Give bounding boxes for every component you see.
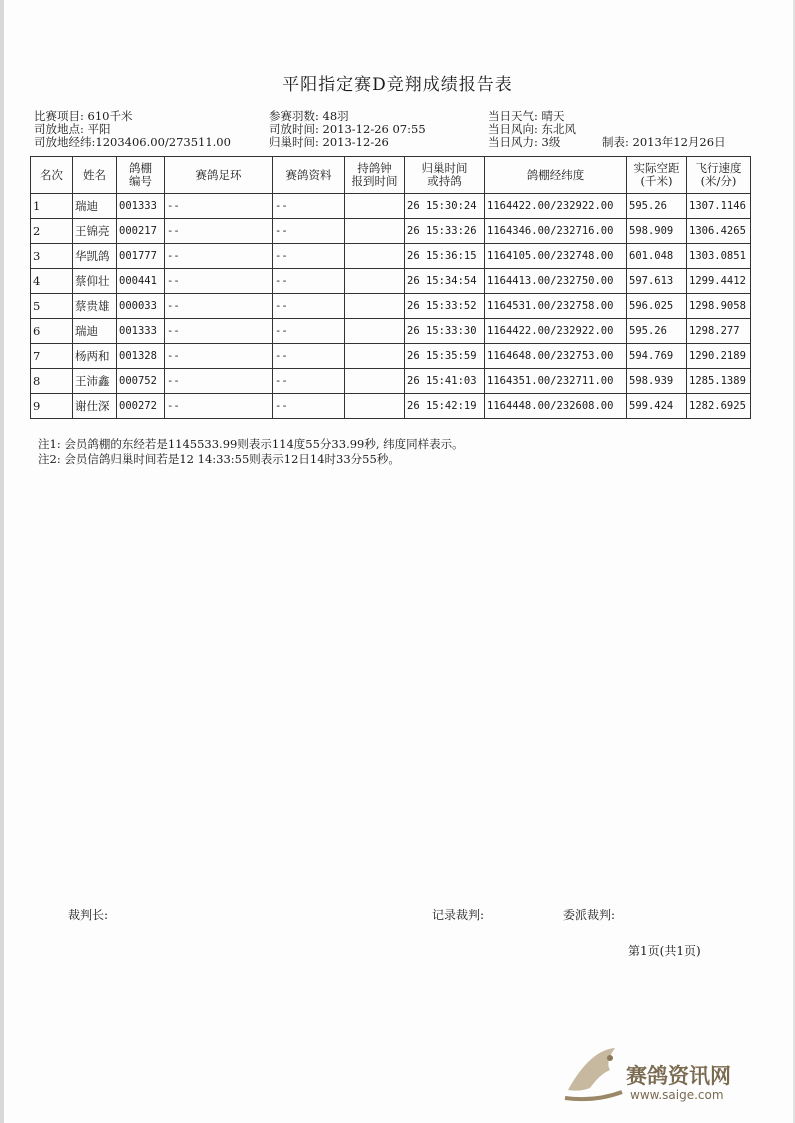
table-cell: -- [165,319,273,344]
table-row [31,369,751,394]
table-row [31,294,751,319]
table-cell: -- [273,369,345,394]
table-cell: 1282.6925 [687,394,751,419]
watermark [560,1040,760,1110]
table-cell: 1164531.00/232758.00 [485,294,627,319]
table-cell [345,394,405,419]
scan-edge-left [0,0,4,1123]
table-cell: -- [165,369,273,394]
table-cell: 26 15:36:15 [405,244,485,269]
table-cell: 599.424 [627,394,687,419]
page-number: 第1页(共1页) [628,944,701,958]
recording-referee-label: 记录裁判: [432,908,485,922]
table-cell: 瑞迪 [73,194,117,219]
table-cell [345,244,405,269]
info-column-2 [269,110,426,149]
table-cell: 26 15:33:30 [405,319,485,344]
table-cell [345,369,405,394]
info-column-3 [488,110,576,149]
table-row [31,319,751,344]
table-cell: -- [165,344,273,369]
table-cell: 1164422.00/232922.00 [485,194,627,219]
table-cell [345,194,405,219]
wind-direction: 当日风向: 东北风 [488,122,577,136]
table-cell [345,219,405,244]
table-cell: -- [273,344,345,369]
note-1: 注1: 会员鸽棚的东经若是1145533.99则表示114度55分33.99秒, 纬度同样表示。 [38,437,464,451]
table-cell: 594.769 [627,344,687,369]
table-cell: -- [273,269,345,294]
note-2: 注2: 会员信鸽归巢时间若是12 14:33:55则表示12日14时33分55秒。 [38,452,400,466]
table-cell: -- [165,269,273,294]
delegated-referee-label: 委派裁判: [563,908,616,922]
table-cell: 26 15:33:26 [405,219,485,244]
table-cell: -- [273,194,345,219]
table-cell: 1307.1146 [687,194,751,219]
table-cell: 谢仕深 [73,394,117,419]
table-cell: 000441 [117,269,165,294]
table-cell [345,344,405,369]
notes [38,437,464,467]
table-cell: 598.939 [627,369,687,394]
table-cell: -- [165,194,273,219]
wind-force: 当日风力: 3级 [488,135,561,149]
table-cell: 蔡贵雄 [73,294,117,319]
table-cell [345,294,405,319]
table-cell: 1164413.00/232750.00 [485,269,627,294]
table-cell: 2 [31,219,73,244]
table-cell: 000217 [117,219,165,244]
table-cell: 王锦亮 [73,219,117,244]
column-header: 归巢时间 或持鸽 [405,157,485,194]
table-row [31,344,751,369]
table-cell: 蔡仰壮 [73,269,117,294]
table-cell: -- [165,394,273,419]
table-cell: 1298.9058 [687,294,751,319]
table-cell: 1306.4265 [687,219,751,244]
table-row [31,394,751,419]
table-cell: 596.025 [627,294,687,319]
return-date: 归巢时间: 2013-12-26 [269,135,389,149]
table-cell: 1285.1389 [687,369,751,394]
chief-referee-label: 裁判长: [68,908,109,922]
table-cell: 1164105.00/232748.00 [485,244,627,269]
watermark-url: www.saige.com [630,1088,724,1102]
column-header: 持鸽钟 报到时间 [345,157,405,194]
table-cell: -- [273,219,345,244]
table-cell: 001328 [117,344,165,369]
table-cell: 王沛鑫 [73,369,117,394]
table-cell: 26 15:42:19 [405,394,485,419]
table-cell: 26 15:34:54 [405,269,485,294]
table-cell: 4 [31,269,73,294]
table-cell: 1298.277 [687,319,751,344]
table-cell: 8 [31,369,73,394]
release-coordinates: 司放地经纬:1203406.00/273511.00 [34,135,231,149]
table-cell: 595.26 [627,194,687,219]
table-cell [345,269,405,294]
release-location: 司放地点: 平阳 [34,122,111,136]
table-cell: 9 [31,394,73,419]
column-header: 姓名 [73,157,117,194]
table-cell: 595.26 [627,319,687,344]
table-cell: 1290.2189 [687,344,751,369]
column-header: 飞行速度 (米/分) [687,157,751,194]
watermark-text: 赛鸽资讯网 [626,1064,731,1088]
column-header: 赛鸽资料 [273,157,345,194]
info-column-1 [34,110,231,149]
table-cell: 001333 [117,319,165,344]
table-cell: 1299.4412 [687,269,751,294]
column-header: 鸽棚 编号 [117,157,165,194]
entry-count: 参赛羽数: 48羽 [269,109,349,123]
table-cell: 26 15:30:24 [405,194,485,219]
table-cell: 1164346.00/232716.00 [485,219,627,244]
table-cell: 26 15:41:03 [405,369,485,394]
table-cell: -- [165,294,273,319]
table-cell: 26 15:35:59 [405,344,485,369]
table-cell: 3 [31,244,73,269]
pigeon-logo-icon [560,1040,630,1110]
table-cell: 26 15:33:52 [405,294,485,319]
table-cell: 杨两和 [73,344,117,369]
made-date: 制表: 2013年12月26日 [602,135,726,149]
table-row [31,194,751,219]
table-row [31,244,751,269]
table-cell: 000752 [117,369,165,394]
table-cell: -- [273,394,345,419]
table-cell: 1 [31,194,73,219]
table-cell: 000033 [117,294,165,319]
table-cell: 1303.0851 [687,244,751,269]
weather: 当日天气: 晴天 [488,109,565,123]
table-cell: 598.909 [627,219,687,244]
table-cell: 001333 [117,194,165,219]
table-cell: -- [273,319,345,344]
table-cell: 001777 [117,244,165,269]
table-header-row [31,157,751,194]
column-header: 实际空距 (千米) [627,157,687,194]
document-title: 平阳指定赛D竞翔成绩报告表 [282,75,513,95]
column-header: 赛鸽足环 [165,157,273,194]
table-cell [345,319,405,344]
table-cell: -- [273,294,345,319]
table-cell: 000272 [117,394,165,419]
table-cell: -- [273,244,345,269]
table-row [31,219,751,244]
table-cell: 597.613 [627,269,687,294]
table-cell: -- [165,219,273,244]
table-cell: 华凯鸽 [73,244,117,269]
table-cell: 1164648.00/232753.00 [485,344,627,369]
results-table [30,156,751,419]
column-header: 鸽棚经纬度 [485,157,627,194]
table-cell: 瑞迪 [73,319,117,344]
release-time: 司放时间: 2013-12-26 07:55 [269,122,426,136]
table-cell: 1164351.00/232711.00 [485,369,627,394]
column-header: 名次 [31,157,73,194]
table-cell: 6 [31,319,73,344]
table-row [31,269,751,294]
table-cell: 1164422.00/232922.00 [485,319,627,344]
table-cell: -- [165,244,273,269]
race-item: 比赛项目: 610千米 [34,109,133,123]
table-cell: 1164448.00/232608.00 [485,394,627,419]
table-cell: 601.048 [627,244,687,269]
table-cell: 5 [31,294,73,319]
table-cell: 7 [31,344,73,369]
